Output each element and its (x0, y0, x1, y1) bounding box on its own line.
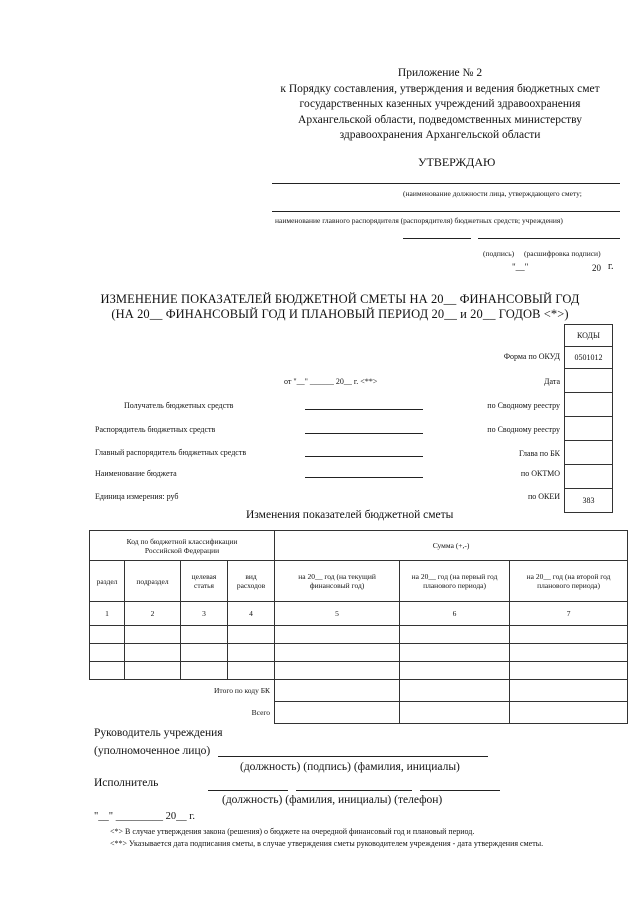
changes-table (89, 530, 628, 724)
approve-year: 20 (592, 263, 601, 273)
okei-value: 383 (565, 489, 613, 513)
changes-title: Изменения показателей бюджетной сметы (246, 509, 454, 521)
head-captions: (должность) (подпись) (фамилия, инициалы) (240, 761, 460, 773)
main-distributor-line (305, 456, 423, 457)
decoding-line (478, 238, 620, 239)
table-row (90, 644, 628, 662)
okud-value: 0501012 (565, 347, 613, 369)
executor-label: Исполнитель (94, 777, 159, 789)
okei-label: по ОКЕИ (527, 492, 560, 501)
table-row (90, 662, 628, 680)
group-classification-header: Код по бюджетной классификации Российской Федерации (90, 531, 275, 561)
oktmo-label: по ОКТМО (520, 469, 560, 478)
signature-caption: (подпись) (483, 249, 515, 258)
col-num: 1 (90, 602, 125, 626)
col-num: 7 (510, 602, 628, 626)
col-section-header: раздел (90, 561, 125, 602)
col-second-header: на 20__ год (на второй год планового периода) (510, 561, 628, 602)
col-num: 5 (275, 602, 400, 626)
table-row (90, 626, 628, 644)
recipient-line (305, 409, 423, 410)
executor-name-line (296, 790, 412, 791)
date-label: Дата (544, 377, 560, 386)
registry1-label: по Сводному реестру (487, 401, 560, 410)
approve-heading: УТВЕРЖДАЮ (418, 155, 496, 169)
appendix-line-1: к Порядку составления, утверждения и ведения бюджетных смет (280, 83, 600, 95)
executor-position-line (208, 790, 288, 791)
appendix-line-4: здравоохранения Архангельской области (339, 129, 541, 141)
total-label: Всего (251, 708, 271, 717)
registry1-value (565, 393, 613, 417)
total-bk-label: Итого по коду БК (214, 686, 271, 696)
from-date: от "__" ______ 20__ г. <**> (284, 377, 378, 386)
executor-phone-line (420, 790, 500, 791)
recipient-label: Получатель бюджетных средств (124, 401, 234, 410)
distributor-line (272, 211, 620, 212)
head-line-2: (уполномоченное лицо) (94, 745, 211, 757)
document-title-line-1: ИЗМЕНЕНИЕ ПОКАЗАТЕЛЕЙ БЮДЖЕТНОЙ СМЕТЫ НА 20__ ФИНАНСОВЫЙ ГОД (100, 292, 580, 306)
approve-year-suffix: г. (608, 261, 614, 272)
distributor-field-line (305, 433, 423, 434)
col-first-header: на 20__ год (на первый год планового периода) (400, 561, 510, 602)
main-distributor-label: Главный распорядитель бюджетных средств (95, 448, 247, 457)
col-num: 4 (228, 602, 275, 626)
appendix-line-2: государственных казенных учреждений здравоохранения (299, 98, 581, 110)
appendix-line-3: Архангельской области, подведомственных министерству (298, 114, 582, 126)
approve-date: "__" (512, 262, 529, 272)
position-line (272, 183, 620, 184)
appendix-title: Приложение № 2 (397, 67, 483, 79)
col-current-header: на 20__ год (на текущий финансовый год) (275, 561, 400, 602)
signature-line (403, 238, 471, 239)
document-title-line-2: (НА 20__ ФИНАНСОВЫЙ ГОД И ПЛАНОВЫЙ ПЕРИОД 20__ и 20__ ГОДОВ <*>) (111, 307, 569, 321)
okud-label: Форма по ОКУД (503, 352, 560, 361)
codes-table (564, 324, 613, 513)
budget-name-line (305, 477, 423, 478)
date-value (565, 369, 613, 393)
oktmo-value (565, 465, 613, 489)
col-expense-header: вид расходов (228, 561, 275, 602)
bk-label: Глава по БК (519, 449, 560, 458)
budget-name-label: Наименование бюджета (95, 469, 177, 478)
head-line-1: Руководитель учреждения (94, 727, 223, 739)
head-signature-line (218, 756, 488, 757)
col-target-header: целевая статья (181, 561, 228, 602)
position-caption: (наименование должности лица, утверждающего смету; (403, 189, 582, 198)
col-num: 3 (181, 602, 228, 626)
distributor-label: Распорядитель бюджетных средств (95, 425, 216, 434)
group-sum-header: Сумма (+,-) (275, 531, 628, 561)
executor-captions: (должность) (фамилия, инициалы) (телефон) (222, 794, 443, 806)
decoding-caption: (расшифровка подписи) (524, 249, 601, 258)
distributor-caption: наименование главного распорядителя (распорядителя) бюджетных средств; учреждения) (275, 216, 563, 225)
codes-header: КОДЫ (565, 325, 613, 347)
registry2-value (565, 417, 613, 441)
col-subsection-header: подраздел (125, 561, 181, 602)
bk-value (565, 441, 613, 465)
col-num: 2 (125, 602, 181, 626)
col-num: 6 (400, 602, 510, 626)
footnote-1: <*> В случае утверждения закона (решения) о бюджете на очередной финансовый год и плановый период. (110, 827, 475, 836)
unit-label: Единица измерения: руб (95, 492, 179, 501)
registry2-label: по Сводному реестру (487, 425, 560, 434)
signature-date: "__" _________ 20__ г. (94, 811, 195, 822)
footnote-2: <**> Указывается дата подписания сметы, в случае утверждения сметы руководителем учреждения - дата утверждения сметы. (110, 839, 544, 848)
